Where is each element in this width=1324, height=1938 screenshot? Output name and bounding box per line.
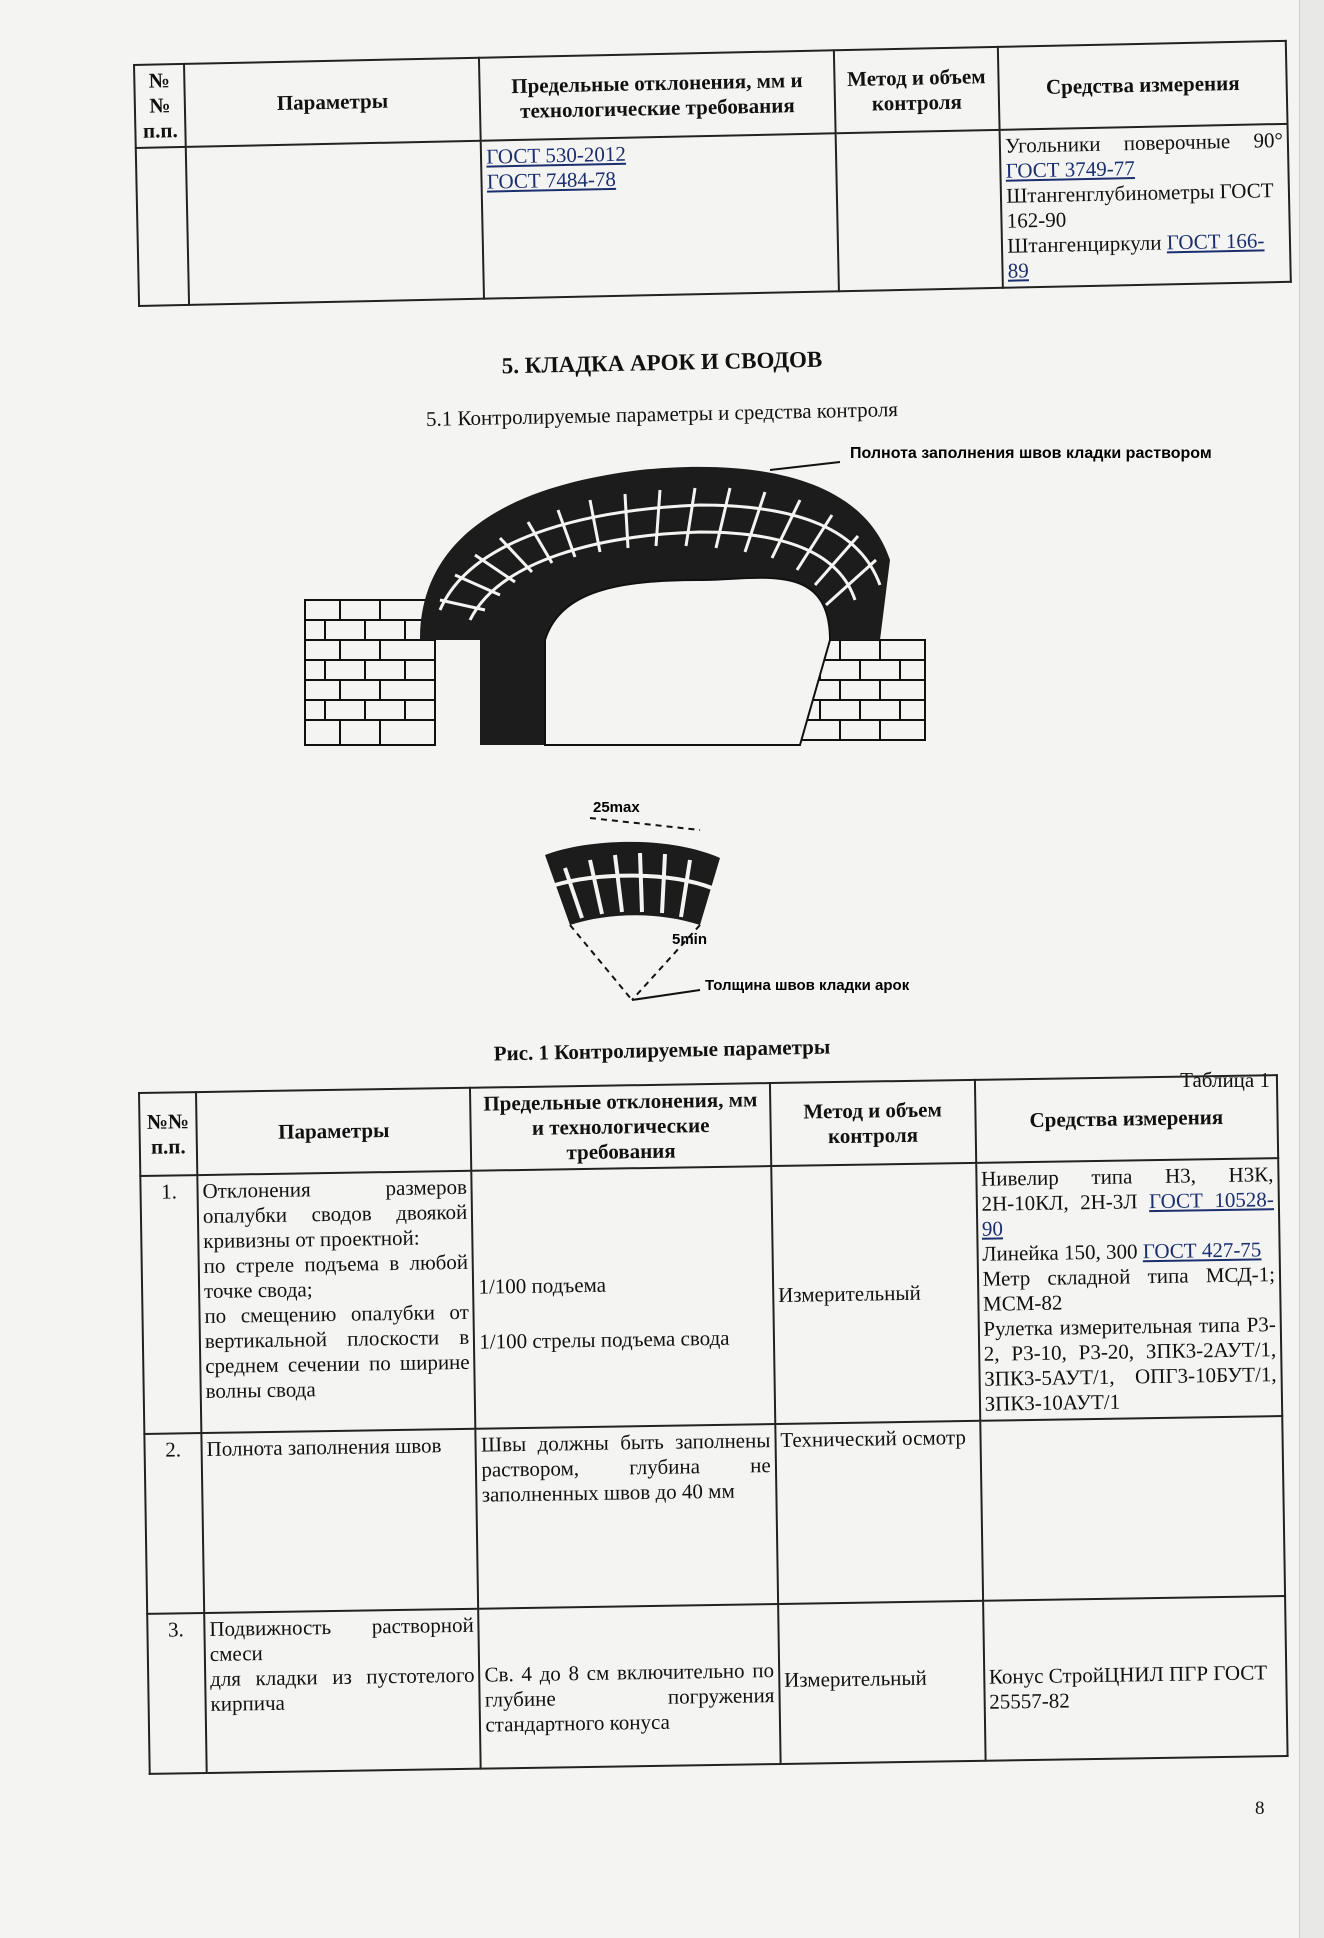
- row-num: 1.: [140, 1175, 201, 1434]
- row-num: 3.: [147, 1613, 206, 1774]
- table-row: [144, 1416, 1285, 1614]
- row-params: Подвижность растворной смеси для кладки из пустотелого кирпича: [204, 1609, 481, 1773]
- main-header-num: №№ п.п.: [139, 1092, 197, 1176]
- row-tools: [980, 1416, 1285, 1601]
- tool-item: Штангенциркули ГОСТ 166-89: [1006, 228, 1265, 283]
- gost-link[interactable]: ГОСТ 7484-78: [486, 166, 617, 194]
- header-col-tools: Средства измерения: [998, 41, 1287, 130]
- main-header-deviations: Предельные отклонения, мм и технологические требования: [470, 1083, 771, 1171]
- label-5min: 5min: [672, 931, 708, 948]
- row-method: Технический осмотр: [775, 1421, 983, 1604]
- section-title: 5. КЛАДКА АРОК И СВОДОВ: [501, 346, 823, 379]
- row-method: Измерительный: [771, 1163, 980, 1424]
- label-25max: 25max: [593, 799, 640, 816]
- gost-link[interactable]: ГОСТ 10528-90: [981, 1187, 1275, 1241]
- row-tools: Конус СтройЦНИЛ ПГР ГОСТ 25557-82: [983, 1596, 1288, 1761]
- subsection-title: 5.1 Контролируемые параметры и средства контроля: [425, 397, 899, 431]
- page-number: 8: [1255, 1798, 1265, 1819]
- main-header-tools: Средства измерения: [975, 1075, 1279, 1163]
- gost-link[interactable]: ГОСТ 166-89: [1007, 228, 1265, 283]
- row-deviations: 1/100 подъема 1/100 стрелы подъема свода: [472, 1166, 775, 1429]
- table-label: Таблица 1: [1180, 1068, 1270, 1092]
- tool-item: Угольники поверочные 90° ГОСТ 3749-77: [1004, 127, 1284, 183]
- row-tools: Нивелир типа Н3, Н3К, 2Н-10КЛ, 2Н-3Л ГОСТ 10528-90 Линейка 150, 300 ГОСТ 427-75 Метр складной типа МСД-1; МСМ-82 Рулетка измерительная типа Р3-2, Р3-10, Р3-20, ЗПК3-2АУТ/1, ЗПК3-5АУТ/1, ОПГ3-10БУТ/1, ЗПК3-10АУТ/1: [976, 1158, 1282, 1421]
- table-row: [140, 1158, 1282, 1434]
- gost-link[interactable]: ГОСТ 427-75: [1142, 1237, 1262, 1264]
- main-header-params: Параметры: [196, 1088, 472, 1175]
- gost-link[interactable]: ГОСТ 3749-77: [1005, 156, 1136, 183]
- page-edge: [1299, 0, 1324, 1938]
- header-col-deviations: Предельные отклонения, мм и технологические требования: [479, 50, 835, 140]
- row-deviations: Швы должны быть заполнены раствором, глубина не заполненных швов до 40 мм: [476, 1424, 778, 1609]
- header-col-num: №№ п.п.: [134, 64, 186, 148]
- pointer-line: [770, 462, 840, 470]
- main-table: [138, 1074, 1289, 1775]
- row-params: Полнота заполнения швов: [201, 1429, 478, 1613]
- main-header-method: Метод и объем контроля: [770, 1080, 976, 1166]
- header-col-params: Параметры: [184, 58, 481, 147]
- label-joint-fill: Полнота заполнения швов кладки раствором: [850, 445, 1212, 462]
- label-joint-thickness: Толщина швов кладки арок: [705, 977, 910, 994]
- left-wall: [305, 600, 435, 745]
- row-method: Измерительный: [778, 1601, 985, 1764]
- row-num: 2.: [144, 1433, 204, 1614]
- joint-detail-diagram: [545, 818, 720, 1000]
- gost-link[interactable]: ГОСТ 530-2012: [486, 141, 627, 169]
- row-params: Отклонения размеров опалубки сводов двоякой кривизны от проектной: по стреле подъема в любой точке свода; по смещению опалубки от вертикальной плоскости в среднем сечении по ширине волны свода: [197, 1171, 475, 1433]
- row-deviations: Св. 4 до 8 см включительно по глубине погружения стандартного конуса: [479, 1604, 781, 1769]
- figure-caption: Рис. 1 Контролируемые параметры: [493, 1034, 831, 1066]
- header-col-method: Метод и объем контроля: [833, 47, 999, 133]
- tool-item: Штангенглубинометры ГОСТ 162-90: [1005, 178, 1274, 233]
- table-row: [147, 1596, 1287, 1774]
